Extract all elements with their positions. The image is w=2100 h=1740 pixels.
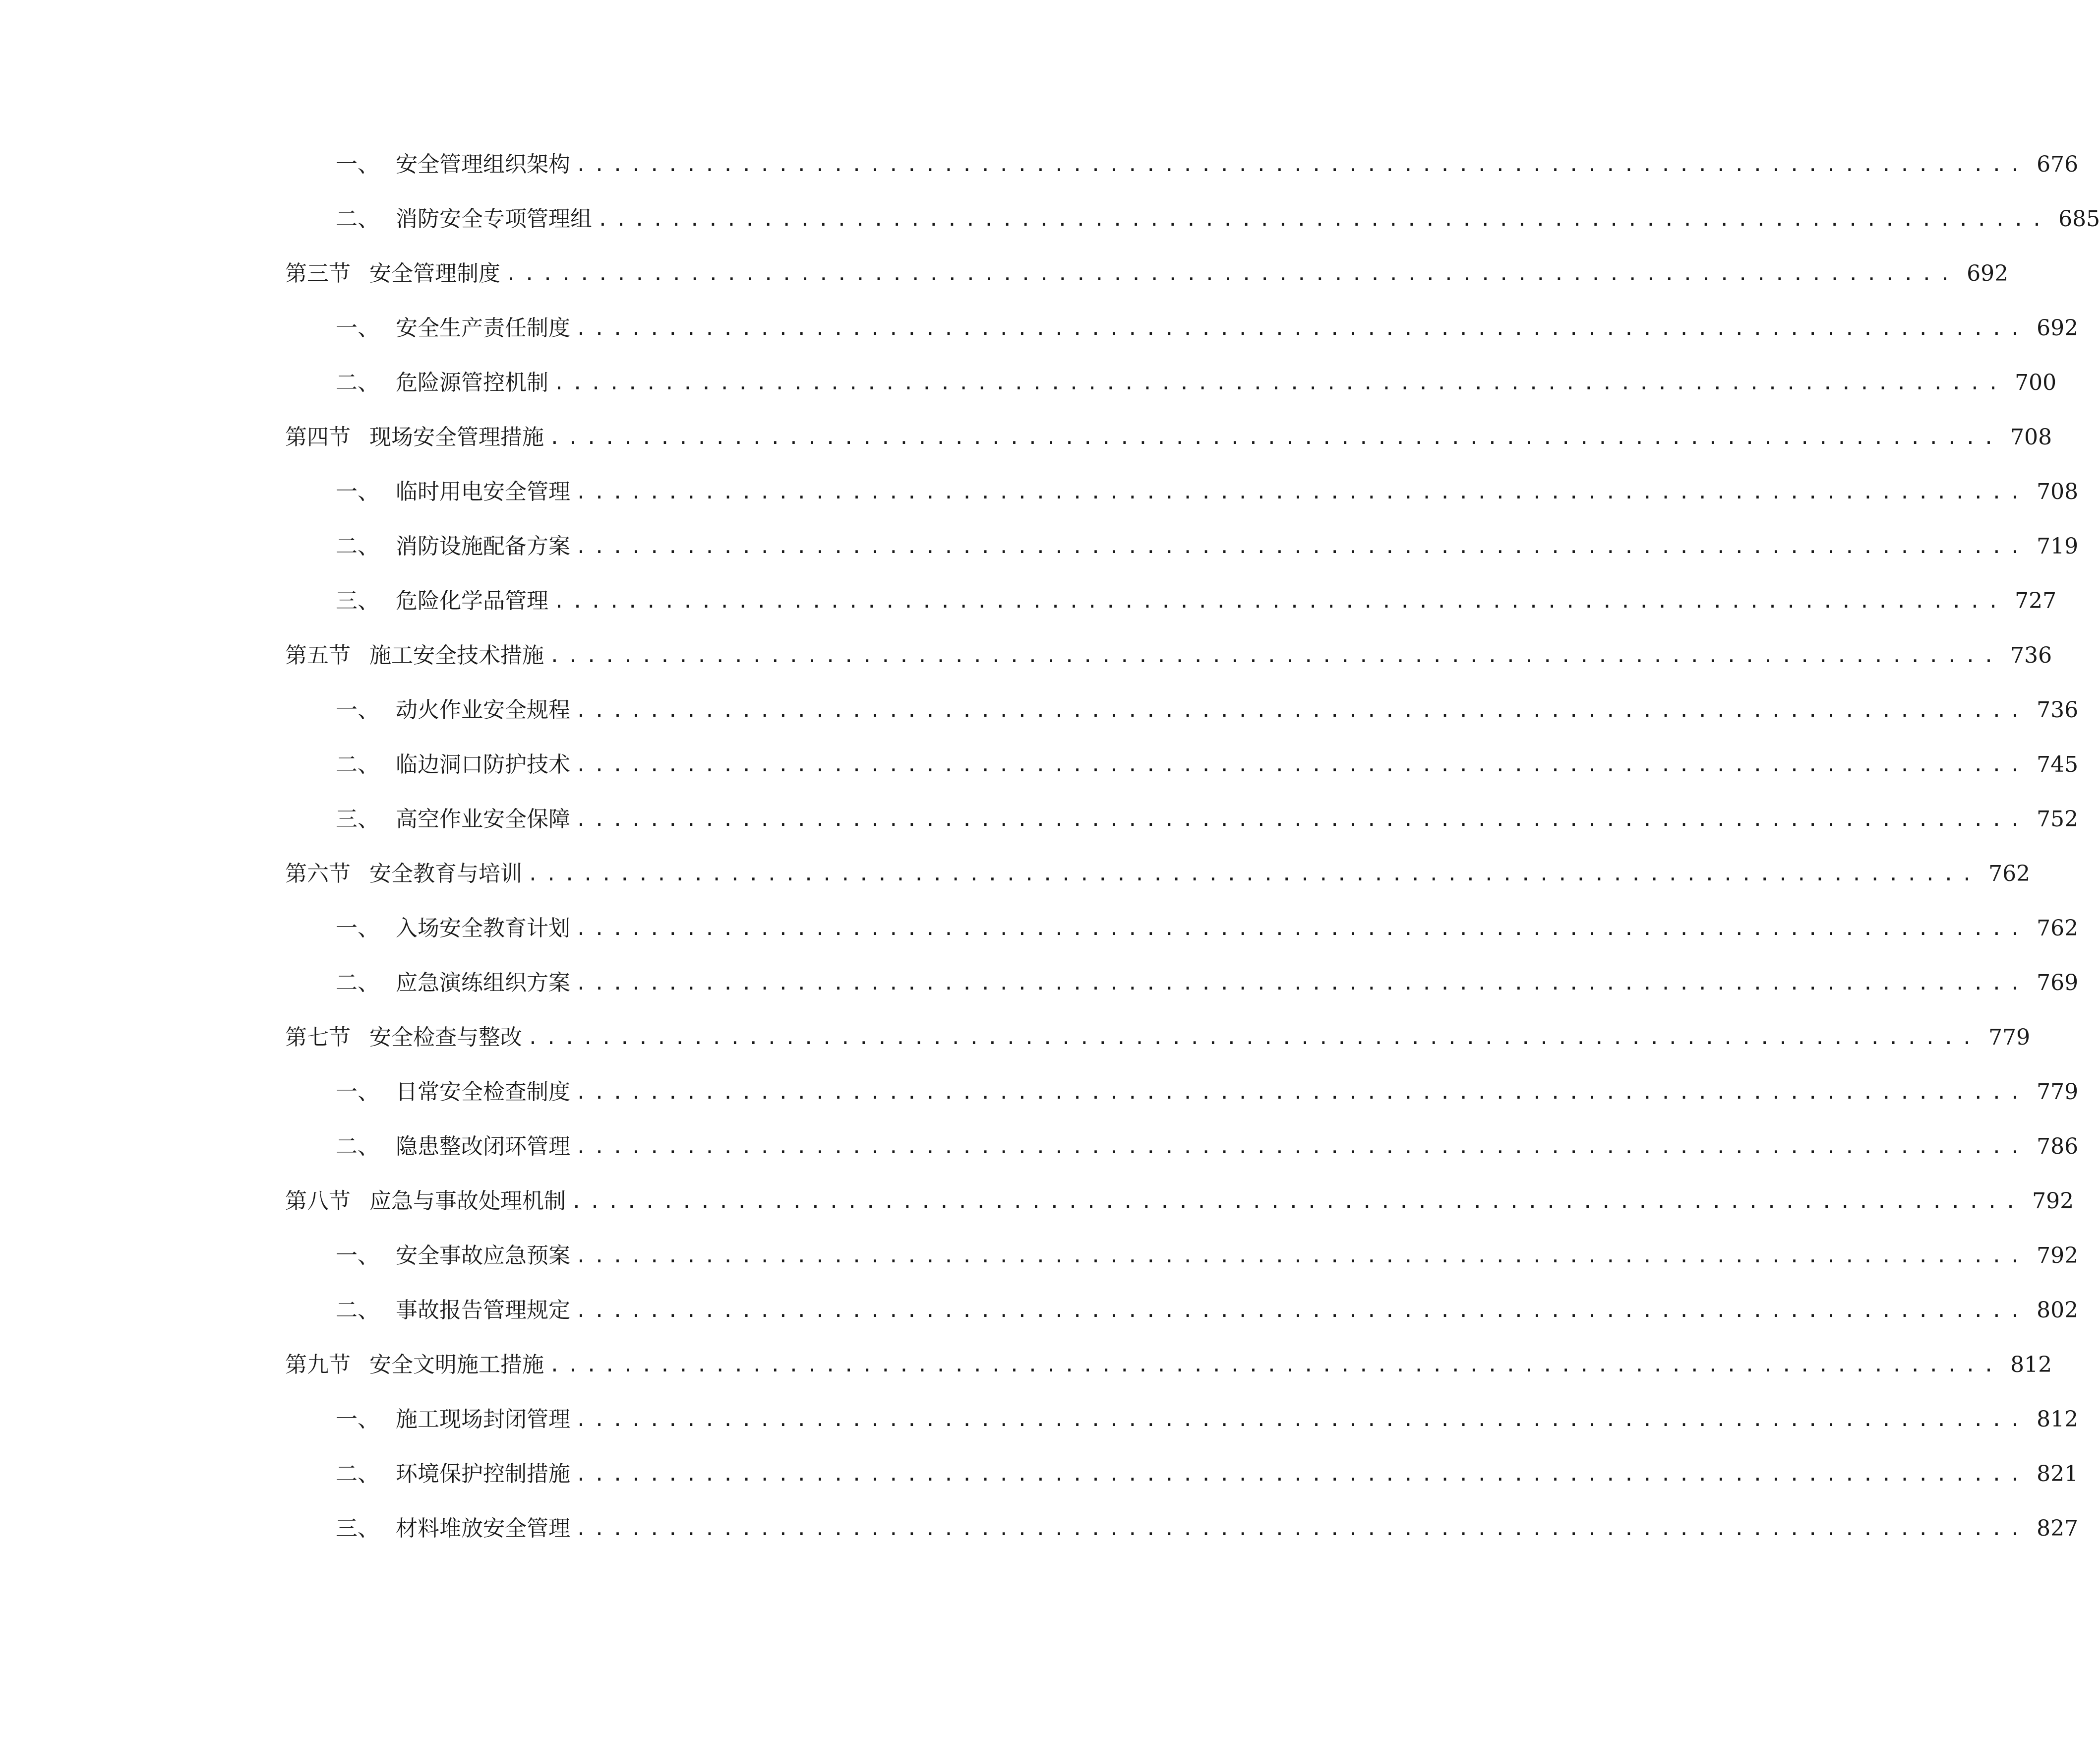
toc-entry-page: 762 xyxy=(1988,861,2031,886)
toc-entry-number: 二、 xyxy=(336,206,379,232)
toc-entry-title: 环境保护控制措施 xyxy=(396,1461,570,1487)
toc-entry-number: 三、 xyxy=(336,807,379,832)
toc-entry-title: 安全事故应急预案 xyxy=(396,1243,570,1268)
toc-dot-leader: ............................................................................... xyxy=(549,427,2002,448)
toc-dot-leader: ............................................................................... xyxy=(575,1300,2028,1321)
toc-entry-title: 施工安全技术措施 xyxy=(369,643,544,668)
toc-entry-number: 二、 xyxy=(336,1134,379,1159)
toc-entry-number: 一、 xyxy=(336,697,379,723)
toc-entry-page: 779 xyxy=(2037,1079,2079,1105)
toc-entry-title: 事故报告管理规定 xyxy=(396,1298,570,1323)
toc-dot-leader: ............................................................................... xyxy=(549,1354,2002,1376)
toc-dot-leader: ............................................................................... xyxy=(553,372,2006,394)
toc-entry-7[interactable] xyxy=(0,472,2079,512)
toc-dot-leader: ............................................................................... xyxy=(575,1409,2028,1430)
toc-entry-title: 动火作业安全规程 xyxy=(396,697,570,723)
toc-entry-16[interactable] xyxy=(0,963,2079,1003)
toc-dot-leader: ............................................................................... xyxy=(549,645,2002,667)
toc-entry-10[interactable] xyxy=(0,636,2052,676)
toc-entry-1[interactable] xyxy=(0,145,2079,185)
toc-entry-23[interactable] xyxy=(0,1345,2052,1385)
toc-entry-page: 802 xyxy=(2037,1298,2079,1323)
toc-dot-leader: ............................................................................... xyxy=(575,536,2028,558)
toc-entry-number: 一、 xyxy=(336,1079,379,1105)
toc-entry-number: 一、 xyxy=(336,315,379,341)
toc-dot-leader: ............................................................................... xyxy=(575,481,2028,503)
toc-entry-number: 第四节 xyxy=(285,425,351,450)
toc-entry-title: 高空作业安全保障 xyxy=(396,807,570,832)
toc-entry-page: 792 xyxy=(2037,1243,2079,1268)
toc-entry-9[interactable] xyxy=(0,581,2057,621)
toc-entry-4[interactable] xyxy=(0,309,2079,348)
toc-entry-21[interactable] xyxy=(0,1236,2079,1276)
toc-entry-19[interactable] xyxy=(0,1127,2079,1167)
toc-entry-number: 二、 xyxy=(336,1298,379,1323)
toc-entry-number: 一、 xyxy=(336,1407,379,1432)
toc-entry-page: 779 xyxy=(1988,1025,2031,1050)
toc-entry-3[interactable] xyxy=(0,254,2009,294)
toc-entry-11[interactable] xyxy=(0,690,2079,730)
toc-entry-number: 一、 xyxy=(336,152,379,177)
toc-entry-17[interactable] xyxy=(0,1018,2031,1057)
toc-entry-page: 736 xyxy=(2010,643,2052,668)
toc-entry-page: 827 xyxy=(2037,1516,2079,1541)
toc-entry-title: 消防安全专项管理组 xyxy=(396,206,592,232)
toc-entry-number: 二、 xyxy=(336,370,379,395)
toc-dot-leader: ............................................................................... xyxy=(575,1463,2028,1485)
toc-entry-title: 临边洞口防护技术 xyxy=(396,752,570,777)
toc-entry-page: 708 xyxy=(2010,425,2052,450)
toc-entry-title: 临时用电安全管理 xyxy=(396,479,570,504)
toc-entry-title: 消防设施配备方案 xyxy=(396,534,570,559)
toc-entry-22[interactable] xyxy=(0,1291,2079,1330)
toc-entry-title: 危险化学品管理 xyxy=(396,588,548,614)
toc-entry-5[interactable] xyxy=(0,363,2057,403)
toc-dot-leader: ............................................................................... xyxy=(575,1245,2028,1267)
toc-entry-title: 材料堆放安全管理 xyxy=(396,1516,570,1541)
toc-entry-page: 821 xyxy=(2037,1461,2079,1487)
toc-dot-leader: ............................................................................... xyxy=(575,1518,2028,1540)
toc-dot-leader: ............................................................................... xyxy=(575,154,2028,176)
toc-entry-number: 一、 xyxy=(336,479,379,504)
toc-dot-leader: ............................................................................... xyxy=(575,808,2028,830)
toc-entry-title: 施工现场封闭管理 xyxy=(396,1407,570,1432)
toc-entry-page: 812 xyxy=(2010,1352,2052,1377)
toc-entry-title: 现场安全管理措施 xyxy=(369,425,544,450)
toc-entry-title: 安全检查与整改 xyxy=(369,1025,522,1050)
toc-entry-page: 700 xyxy=(2015,370,2057,395)
toc-entry-6[interactable] xyxy=(0,418,2052,457)
toc-entry-page: 792 xyxy=(2032,1188,2074,1214)
toc-entry-title: 安全管理制度 xyxy=(369,261,500,286)
toc-dot-leader: ............................................................................... xyxy=(575,699,2028,721)
toc-entry-number: 第七节 xyxy=(285,1025,351,1050)
toc-entry-title: 应急与事故处理机制 xyxy=(369,1188,566,1214)
toc-entry-8[interactable] xyxy=(0,527,2079,566)
toc-entry-2[interactable] xyxy=(0,199,2100,239)
toc-dot-leader: ............................................................................... xyxy=(575,972,2028,994)
toc-dot-leader: ............................................................................... xyxy=(571,1190,2024,1212)
toc-entry-number: 二、 xyxy=(336,970,379,995)
toc-entry-number: 第五节 xyxy=(285,643,351,668)
toc-entry-page: 719 xyxy=(2037,534,2079,559)
toc-entry-18[interactable] xyxy=(0,1072,2079,1112)
toc-entry-13[interactable] xyxy=(0,800,2079,839)
toc-dot-leader: ............................................................................... xyxy=(553,590,2006,612)
toc-entry-title: 安全教育与培训 xyxy=(369,861,522,886)
toc-entry-title: 安全文明施工措施 xyxy=(369,1352,544,1377)
toc-entry-title: 应急演练组织方案 xyxy=(396,970,570,995)
toc-entry-number: 第九节 xyxy=(285,1352,351,1377)
toc-entry-page: 692 xyxy=(2037,315,2079,341)
toc-dot-leader: ............................................................................... xyxy=(527,863,1980,885)
toc-entry-number: 第三节 xyxy=(285,261,351,286)
toc-entry-page: 752 xyxy=(2037,807,2079,832)
toc-entry-number: 第六节 xyxy=(285,861,351,886)
toc-dot-leader: ............................................................................... xyxy=(527,1027,1980,1049)
toc-entry-24[interactable] xyxy=(0,1400,2079,1439)
toc-entry-number: 三、 xyxy=(336,1516,379,1541)
toc-entry-number: 二、 xyxy=(336,1461,379,1487)
toc-entry-title: 安全生产责任制度 xyxy=(396,315,570,341)
toc-entry-20[interactable] xyxy=(0,1181,2074,1221)
toc-entry-number: 第八节 xyxy=(285,1188,351,1214)
toc-entry-page: 736 xyxy=(2037,697,2079,723)
toc-dot-leader: ............................................................................... xyxy=(575,918,2028,939)
toc-dot-leader: ............................................................................... xyxy=(597,208,2050,230)
toc-entry-page: 692 xyxy=(1967,261,2009,286)
toc-entry-title: 日常安全检查制度 xyxy=(396,1079,570,1105)
toc-entry-title: 危险源管控机制 xyxy=(396,370,548,395)
toc-entry-title: 安全管理组织架构 xyxy=(396,152,570,177)
toc-entry-title: 入场安全教育计划 xyxy=(396,916,570,941)
toc-entry-page: 812 xyxy=(2037,1407,2079,1432)
toc-entry-page: 769 xyxy=(2037,970,2079,995)
toc-entry-page: 708 xyxy=(2037,479,2079,504)
toc-entry-number: 二、 xyxy=(336,534,379,559)
toc-entry-number: 一、 xyxy=(336,1243,379,1268)
toc-entry-page: 762 xyxy=(2037,916,2079,941)
toc-dot-leader: ............................................................................... xyxy=(575,754,2028,776)
toc-entry-number: 一、 xyxy=(336,916,379,941)
toc-entry-25[interactable] xyxy=(0,1454,2079,1494)
toc-entry-14[interactable] xyxy=(0,854,2031,894)
toc-entry-page: 676 xyxy=(2037,152,2079,177)
toc-entry-number: 二、 xyxy=(336,752,379,777)
toc-dot-leader: ............................................................................... xyxy=(505,263,1958,285)
toc-dot-leader: ............................................................................... xyxy=(575,317,2028,339)
toc-entry-title: 隐患整改闭环管理 xyxy=(396,1134,570,1159)
toc-entry-12[interactable] xyxy=(0,745,2079,785)
toc-entry-15[interactable] xyxy=(0,909,2079,948)
toc-entry-number: 三、 xyxy=(336,588,379,614)
toc-dot-leader: ............................................................................... xyxy=(575,1136,2028,1158)
toc-dot-leader: ............................................................................... xyxy=(575,1081,2028,1103)
toc-entry-page: 727 xyxy=(2015,588,2057,614)
toc-entry-26[interactable] xyxy=(0,1509,2079,1549)
toc-entry-page: 685 xyxy=(2058,206,2100,232)
toc-entry-page: 786 xyxy=(2037,1134,2079,1159)
toc-entry-page: 745 xyxy=(2037,752,2079,777)
